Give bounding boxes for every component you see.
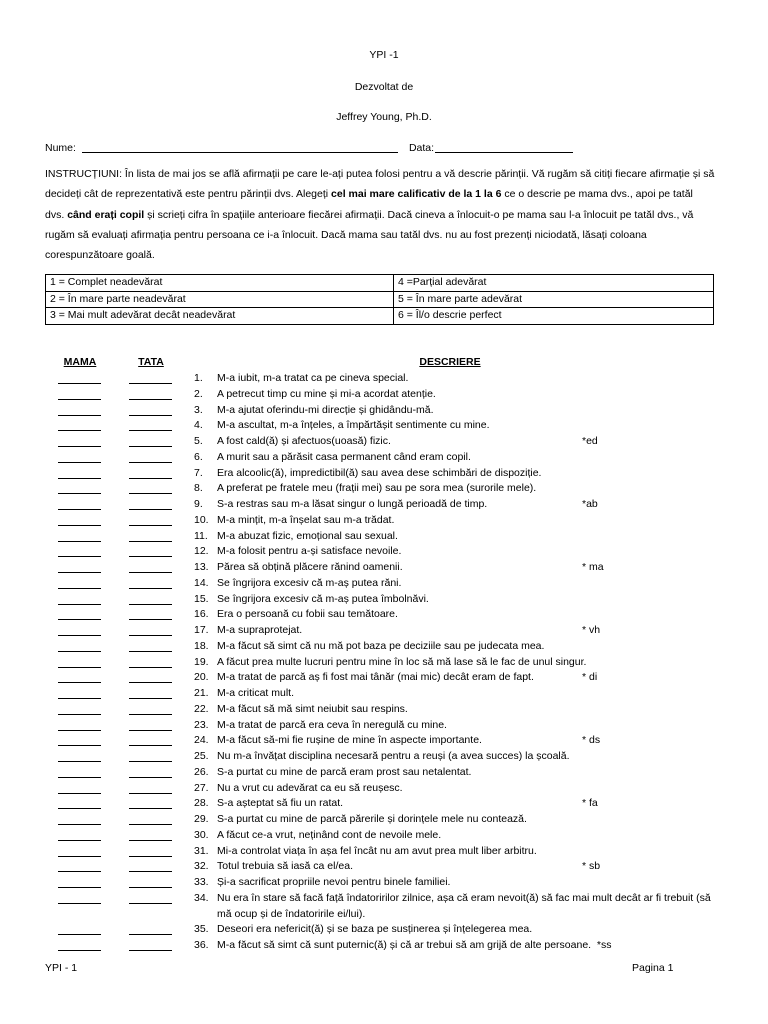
statement-text: S-a purtat cu mine de parcă eram prost sau netalentat. xyxy=(217,765,472,778)
statement-number: 12. xyxy=(194,545,209,558)
mama-answer-blank[interactable] xyxy=(58,667,101,668)
tata-answer-blank[interactable] xyxy=(129,525,172,526)
statement-text: M-a tratat de parcă aș fi fost mai tânăr (mai mic) decât eram de fapt. xyxy=(217,671,534,684)
statement-text: M-a făcut să mă simt neiubit sau respins. xyxy=(217,702,408,715)
statement-number: 19. xyxy=(194,655,209,668)
schema-code-tag: * sb xyxy=(582,860,601,873)
statement-number: 7. xyxy=(194,466,203,479)
tata-answer-blank[interactable] xyxy=(129,399,172,400)
tata-answer-blank[interactable] xyxy=(129,415,172,416)
schema-code-tag: *ed xyxy=(582,435,598,447)
statement-text: M-a ajutat oferindu-mi direcție și ghidându-mă. xyxy=(217,403,434,416)
statement-number: 21. xyxy=(194,687,209,699)
statement-number: 14. xyxy=(194,576,209,589)
schema-code-tag: *ab xyxy=(582,498,598,510)
mama-answer-blank[interactable] xyxy=(58,399,101,400)
mama-answer-blank[interactable] xyxy=(58,430,101,431)
statement-text: M-a folosit pentru a-și satisface nevoile. xyxy=(217,545,402,558)
statement-row xyxy=(0,466,768,482)
tata-answer-blank[interactable] xyxy=(129,887,172,888)
tata-answer-blank[interactable] xyxy=(129,934,172,935)
statement-row xyxy=(0,544,768,560)
statement-row xyxy=(0,844,768,860)
tata-answer-blank[interactable] xyxy=(129,430,172,431)
statement-text: A preferat pe fratele meu (frații mei) sau pe sora mea (surorile mele). xyxy=(217,482,537,495)
tata-answer-blank[interactable] xyxy=(129,856,172,857)
statement-row xyxy=(0,781,768,797)
statement-text: S-a așteptat să fiu un ratat. xyxy=(217,797,344,810)
tata-answer-blank[interactable] xyxy=(129,761,172,762)
statement-row xyxy=(0,859,768,875)
tata-answer-blank[interactable] xyxy=(129,588,172,589)
mama-answer-blank[interactable] xyxy=(58,903,101,904)
date-label: Data: xyxy=(408,142,435,154)
statement-number: 31. xyxy=(194,844,209,857)
tata-answer-blank[interactable] xyxy=(129,714,172,715)
statement-number: 20. xyxy=(194,671,209,684)
statement-row xyxy=(0,655,768,671)
tata-answer-blank[interactable] xyxy=(129,793,172,794)
mama-answer-blank[interactable] xyxy=(58,793,101,794)
scale-option-2: 2 = În mare parte neadevărat xyxy=(46,291,394,308)
statement-number: 16. xyxy=(194,608,209,621)
instructions-text-3: și scrieți cifra în spațiile anterioare fiecărei afirmații. Dacă cineva a înlocuit-o pe mama sau l-a înlocuit pe tatăl dvs., vă rugăm să evaluați afirmația pentru persoana ce i-a înlocuit. Dacă mama sau tatăl dvs. nu au fost prezenți niciodată, lăsați coloana corespunzătoare goală. xyxy=(45,208,694,262)
scale-option-6: 6 = Îl/o descrie perfect xyxy=(394,308,714,325)
statement-text: Se îngrijora excesiv că m-aș putea răni. xyxy=(217,576,402,589)
statement-row xyxy=(0,812,768,828)
instructions-text-2: ce o descrie pe mama dvs., apoi pe tatăl dvs. xyxy=(45,188,693,221)
schema-code-tag: * fa xyxy=(582,797,598,810)
statement-number: 13. xyxy=(194,561,209,573)
mama-answer-blank[interactable] xyxy=(58,588,101,589)
statement-row xyxy=(0,749,768,765)
statement-row xyxy=(0,938,768,954)
mama-answer-blank[interactable] xyxy=(58,730,101,731)
mama-answer-blank[interactable] xyxy=(58,478,101,479)
statement-row xyxy=(0,607,768,623)
mama-answer-blank[interactable] xyxy=(58,761,101,762)
mama-answer-blank[interactable] xyxy=(58,651,101,652)
statement-row xyxy=(0,623,768,639)
statement-row xyxy=(0,576,768,592)
respondent-info-row xyxy=(45,140,573,156)
mama-answer-blank[interactable] xyxy=(58,698,101,699)
scale-row xyxy=(46,291,714,308)
schema-code-tag: * ds xyxy=(582,734,601,747)
name-field[interactable] xyxy=(82,143,398,153)
mama-answer-blank[interactable] xyxy=(58,745,101,746)
statement-row xyxy=(0,796,768,812)
statement-text: M-a ascultat, m-a înțeles, a împărtășit sentimente cu mine. xyxy=(217,419,490,432)
statement-row xyxy=(0,481,768,497)
mama-answer-blank[interactable] xyxy=(58,383,101,384)
statement-row xyxy=(0,702,768,718)
statement-row xyxy=(0,434,768,450)
mama-answer-blank[interactable] xyxy=(58,887,101,888)
statement-row xyxy=(0,718,768,734)
tata-answer-blank[interactable] xyxy=(129,556,172,557)
statement-number: 5. xyxy=(194,435,203,447)
rating-scale-table xyxy=(45,274,714,325)
scale-row xyxy=(46,308,714,325)
scale-row xyxy=(46,275,714,292)
statement-number: 8. xyxy=(194,482,203,495)
tata-answer-blank[interactable] xyxy=(129,730,172,731)
statement-text: M-a iubit, m-a tratat ca pe cineva special. xyxy=(217,372,409,384)
tata-answer-blank[interactable] xyxy=(129,682,172,683)
statement-number: 24. xyxy=(194,734,209,747)
tata-answer-blank[interactable] xyxy=(129,446,172,447)
mama-answer-blank[interactable] xyxy=(58,541,101,542)
statement-number: 10. xyxy=(194,513,209,526)
mama-answer-blank[interactable] xyxy=(58,950,101,951)
tata-answer-blank[interactable] xyxy=(129,635,172,636)
statement-number: 1. xyxy=(194,372,203,384)
statement-number: 3. xyxy=(194,403,203,416)
statement-row xyxy=(0,686,768,702)
statement-row xyxy=(0,922,768,938)
mama-answer-blank[interactable] xyxy=(58,462,101,463)
statement-number: 15. xyxy=(194,592,209,605)
statement-number: 23. xyxy=(194,718,209,731)
mama-answer-blank[interactable] xyxy=(58,415,101,416)
footer-document-code: YPI - 1 xyxy=(45,962,78,974)
statement-number: 4. xyxy=(194,419,203,432)
statement-number: 36. xyxy=(194,939,209,951)
statement-text: Totul trebuia să iasă ca el/ea. xyxy=(217,860,353,873)
statement-text: A fost cald(ă) și afectuos(uoasă) fizic. xyxy=(217,435,391,447)
tata-answer-blank[interactable] xyxy=(129,777,172,778)
tata-answer-blank[interactable] xyxy=(129,698,172,699)
tata-answer-blank[interactable] xyxy=(129,493,172,494)
statement-text: M-a criticat mult. xyxy=(217,687,295,699)
statement-row xyxy=(0,733,768,749)
tata-answer-blank[interactable] xyxy=(129,572,172,573)
statement-number: 6. xyxy=(194,450,203,463)
statement-number: 2. xyxy=(194,387,203,400)
scale-option-4: 4 =Parțial adevărat xyxy=(394,275,714,292)
statement-text: M-a făcut să simt că nu mă pot baza pe deciziile sau pe judecata mea. xyxy=(217,639,545,652)
instructions-label: INSTRUCȚIUNI: xyxy=(45,168,122,180)
statement-text: Se îngrijora excesiv că m-aș putea îmbolnăvi. xyxy=(217,592,429,605)
tata-answer-blank[interactable] xyxy=(129,667,172,668)
statement-row xyxy=(0,875,768,891)
mama-answer-blank[interactable] xyxy=(58,856,101,857)
mama-answer-blank[interactable] xyxy=(58,871,101,872)
statement-text: M-a făcut să-mi fie rușine de mine în aspecte importante. xyxy=(217,734,482,747)
tata-answer-blank[interactable] xyxy=(129,903,172,904)
mama-answer-blank[interactable] xyxy=(58,714,101,715)
schema-code-tag: * ma xyxy=(582,561,604,573)
mama-column-header: MAMA xyxy=(63,356,97,368)
statement-row xyxy=(0,560,768,576)
statement-text: A murit sau a părăsit casa permanent când eram copil. xyxy=(217,450,471,463)
statement-row xyxy=(0,765,768,781)
statement-row xyxy=(0,639,768,655)
statement-row xyxy=(0,371,768,387)
statement-text: M-a tratat de parcă era ceva în neregulă cu mine. xyxy=(217,718,447,731)
scale-option-3: 3 = Mai mult adevărat decât neadevărat xyxy=(46,308,394,325)
statement-number: 18. xyxy=(194,639,209,652)
statement-number: 26. xyxy=(194,765,209,778)
scale-option-1: 1 = Complet neadevărat xyxy=(46,275,394,292)
mama-answer-blank[interactable] xyxy=(58,509,101,510)
mama-answer-blank[interactable] xyxy=(58,525,101,526)
statement-text: Nu era în stare să facă față îndatoririlor zilnice, așa că eram nevoit(ă) să fac mai mult decât ar fi trebuit (să mă ocup și de îndatoririle ei/lui). xyxy=(217,891,714,920)
tata-answer-blank[interactable] xyxy=(129,462,172,463)
mama-answer-blank[interactable] xyxy=(58,493,101,494)
tata-answer-blank[interactable] xyxy=(129,950,172,951)
tata-answer-blank[interactable] xyxy=(129,478,172,479)
statement-row xyxy=(0,387,768,403)
name-label: Nume: xyxy=(45,142,76,154)
mama-answer-blank[interactable] xyxy=(58,808,101,809)
statement-text: M-a făcut să simt că sunt puternic(ă) și că ar trebui să am grijă de alte persoane. *ss xyxy=(217,939,612,951)
instructions-paragraph xyxy=(45,164,715,265)
statement-text: Era o persoană cu fobii sau temătoare. xyxy=(217,608,398,621)
tata-answer-blank[interactable] xyxy=(129,541,172,542)
statement-text: Nu a vrut cu adevărat ca eu să reușesc. xyxy=(217,781,403,794)
statement-number: 30. xyxy=(194,828,209,841)
tata-answer-blank[interactable] xyxy=(129,871,172,872)
statement-number: 33. xyxy=(194,876,209,888)
statement-row xyxy=(0,592,768,608)
description-column-header: DESCRIERE xyxy=(419,356,481,368)
statement-row xyxy=(0,891,768,923)
statement-number: 25. xyxy=(194,750,209,762)
mama-answer-blank[interactable] xyxy=(58,824,101,825)
date-field[interactable] xyxy=(435,143,573,153)
statement-number: 28. xyxy=(194,797,209,810)
tata-answer-blank[interactable] xyxy=(129,840,172,841)
statement-list xyxy=(0,371,768,954)
statement-text: Părea să obțină plăcere rănind oamenii. xyxy=(217,561,403,573)
statement-row xyxy=(0,450,768,466)
statement-text: Și-a sacrificat propriile nevoi pentru binele familiei. xyxy=(217,876,451,888)
statement-text: M-a abuzat fizic, emoțional sau sexual. xyxy=(217,529,398,542)
statement-number: 11. xyxy=(194,529,208,542)
statement-text: Deseori era nefericit(ă) și se baza pe susținerea și înțelegerea mea. xyxy=(217,923,533,936)
schema-code-tag: * di xyxy=(582,671,598,684)
mama-answer-blank[interactable] xyxy=(58,619,101,620)
statement-number: 34. xyxy=(194,891,209,904)
statement-text: Nu m-a învățat disciplina necesară pentru a reuși (a avea succes) la școală. xyxy=(217,750,570,762)
instructions-text-1: În lista de mai jos se află afirmații pe care le-ați putea folosi pentru a vă descrie părinții. Vă rugăm să citiți fiecare afirmație și să decideți cât de reprezentativă este pentru părinții dvs. Alegeți xyxy=(45,168,715,201)
statement-text: S-a purtat cu mine de parcă părerile și dorințele mele nu contează. xyxy=(217,813,527,825)
document-code: YPI -1 xyxy=(369,49,399,61)
statement-row xyxy=(0,418,768,434)
mama-answer-blank[interactable] xyxy=(58,572,101,573)
developed-by-label: Dezvoltat de xyxy=(354,81,414,93)
statement-text: A făcut ce-a vrut, neținând cont de nevoile mele. xyxy=(217,828,442,841)
tata-answer-blank[interactable] xyxy=(129,604,172,605)
mama-answer-blank[interactable] xyxy=(58,604,101,605)
statement-number: 22. xyxy=(194,702,209,715)
tata-answer-blank[interactable] xyxy=(129,824,172,825)
statement-number: 35. xyxy=(194,923,209,936)
mama-answer-blank[interactable] xyxy=(58,934,101,935)
scale-option-5: 5 = În mare parte adevărat xyxy=(394,291,714,308)
mama-answer-blank[interactable] xyxy=(58,556,101,557)
author-name: Jeffrey Young, Ph.D. xyxy=(336,111,432,123)
tata-answer-blank[interactable] xyxy=(129,651,172,652)
mama-answer-blank[interactable] xyxy=(58,682,101,683)
statement-row xyxy=(0,403,768,419)
statement-text: Mi-a controlat viața în așa fel încât nu am avut prea mult liber arbitru. xyxy=(217,844,537,857)
statement-text: M-a supraprotejat. xyxy=(217,624,303,636)
statement-number: 27. xyxy=(194,781,209,794)
instructions-emphasis-scale: cel mai mare calificativ de la 1 la 6 xyxy=(331,188,502,201)
tata-answer-blank[interactable] xyxy=(129,745,172,746)
statement-text: A făcut prea multe lucruri pentru mine în loc să mă lase să le fac de unul singur. xyxy=(217,655,587,668)
statement-text: S-a restras sau m-a lăsat singur o lungă perioadă de timp. xyxy=(217,498,488,510)
tata-answer-blank[interactable] xyxy=(129,383,172,384)
mama-answer-blank[interactable] xyxy=(58,840,101,841)
statement-number: 29. xyxy=(194,813,209,825)
statement-row xyxy=(0,828,768,844)
instructions-emphasis-childhood: când erați copil xyxy=(67,208,145,221)
statement-text: A petrecut timp cu mine și mi-a acordat atenție. xyxy=(217,387,436,400)
mama-answer-blank[interactable] xyxy=(58,635,101,636)
statement-text: Era alcoolic(ă), impredictibil(ă) sau avea dese schimbări de dispoziție. xyxy=(217,466,542,479)
statement-row xyxy=(0,497,768,513)
mama-answer-blank[interactable] xyxy=(58,446,101,447)
tata-answer-blank[interactable] xyxy=(129,509,172,510)
page-number: Pagina 1 xyxy=(632,962,674,974)
statement-number: 32. xyxy=(194,860,209,873)
statement-number: 9. xyxy=(194,498,203,510)
statement-row xyxy=(0,513,768,529)
statement-text: M-a mințit, m-a înșelat sau m-a trădat. xyxy=(217,513,395,526)
tata-column-header: TATA xyxy=(138,356,164,368)
statement-row xyxy=(0,529,768,545)
statement-row xyxy=(0,670,768,686)
mama-answer-blank[interactable] xyxy=(58,777,101,778)
schema-code-tag: * vh xyxy=(582,624,601,636)
tata-answer-blank[interactable] xyxy=(129,808,172,809)
statement-number: 17. xyxy=(194,624,209,636)
tata-answer-blank[interactable] xyxy=(129,619,172,620)
